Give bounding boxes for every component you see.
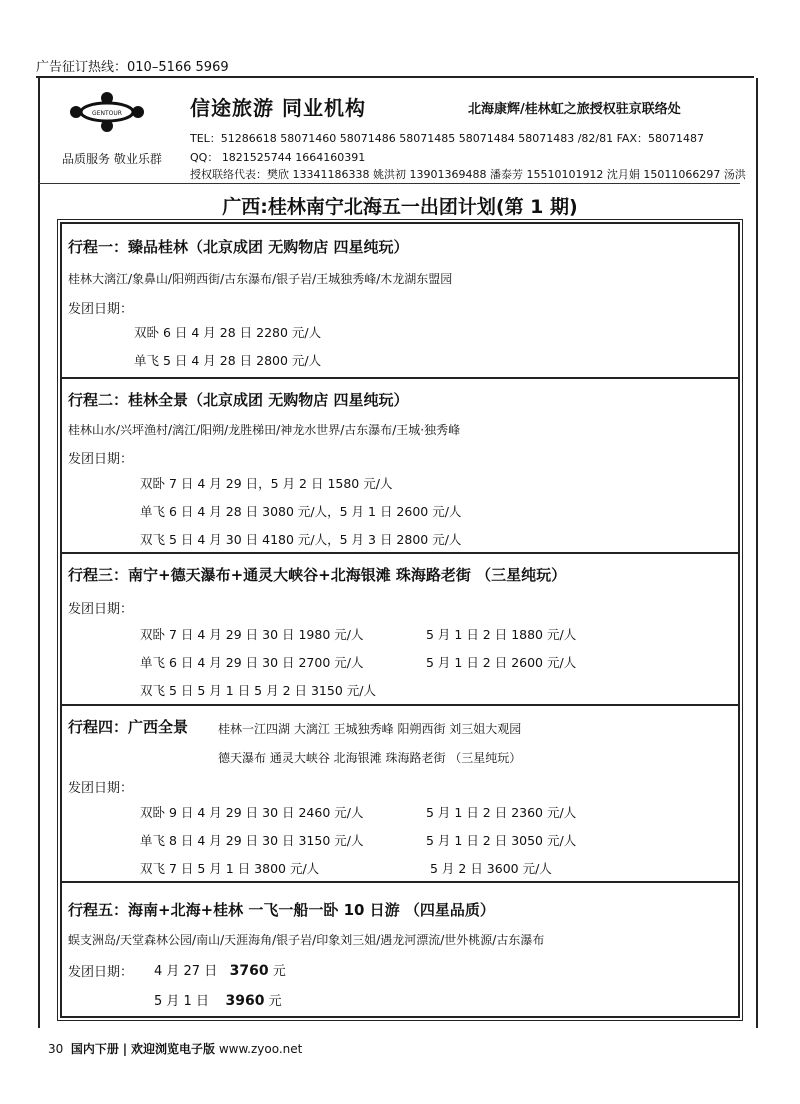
header-rule bbox=[38, 183, 740, 184]
date-row: 双卧 9 日 4 月 29 日 30 日 2460 元/人 bbox=[140, 805, 364, 820]
date-row-alt: 5 月 1 日 2 日 3050 元/人 bbox=[426, 833, 577, 848]
itinerary-heading: 行程二：桂林全景（北京成团 无购物店 四星纯玩） bbox=[68, 391, 409, 409]
itinerary-5 bbox=[62, 883, 738, 1013]
date-row: 单飞 5 日 4 月 28 日 2800 元/人 bbox=[134, 353, 322, 368]
itinerary-1 bbox=[62, 224, 738, 376]
footer bbox=[48, 1040, 302, 1057]
date-row-alt: 5 月 1 日 2 日 2360 元/人 bbox=[426, 805, 577, 820]
price: 3760 bbox=[229, 963, 269, 979]
footer-text: 欢迎浏览电子版 bbox=[130, 1042, 215, 1056]
date-row bbox=[154, 990, 282, 1009]
date-row: 双卧 7 日 4 月 29 日，5 月 2 日 1580 元/人 bbox=[140, 476, 393, 491]
itinerary-box bbox=[60, 222, 740, 1018]
dates-label: 发团日期： bbox=[68, 602, 134, 617]
date-row: 单飞 8 日 4 月 29 日 30 日 3150 元/人 bbox=[140, 833, 364, 848]
date-row: 双卧 7 日 4 月 29 日 30 日 1980 元/人 bbox=[140, 627, 364, 642]
date-row: 单飞 6 日 4 月 28 日 3080 元/人，5 月 1 日 2600 元/人 bbox=[140, 504, 462, 519]
qq-line: QQ： 1821525744 1664160391 bbox=[190, 151, 366, 164]
depart-date: 4 月 27 日 bbox=[154, 964, 218, 979]
office-name: 北海康辉/桂林虹之旅授权驻京联络处 bbox=[468, 102, 681, 117]
itinerary-3 bbox=[62, 554, 738, 702]
date-row bbox=[154, 960, 286, 979]
itinerary-heading: 行程三：南宁+德天瀑布+通灵大峡谷+北海银滩 珠海路老街 （三星纯玩） bbox=[68, 566, 567, 584]
sights-line-2: 德天瀑布 通灵大峡谷 北海银滩 珠海路老街 （三星纯玩） bbox=[218, 751, 522, 765]
price-unit: 元 bbox=[272, 964, 286, 979]
date-row-alt: 5 月 2 日 3600 元/人 bbox=[430, 861, 552, 876]
date-row-alt: 5 月 1 日 2 日 2600 元/人 bbox=[426, 655, 577, 670]
itinerary-heading: 行程一：臻品桂林（北京成团 无购物店 四星纯玩） bbox=[68, 238, 409, 256]
footer-url[interactable]: www.zyoo.net bbox=[218, 1042, 303, 1056]
date-row: 单飞 6 日 4 月 29 日 30 日 2700 元/人 bbox=[140, 655, 364, 670]
dates-label: 发团日期： bbox=[68, 452, 134, 467]
itinerary-2 bbox=[62, 379, 738, 551]
gentour-logo bbox=[66, 90, 148, 134]
logo-text: GENTOUR bbox=[92, 110, 122, 117]
dates-label: 发团日期： bbox=[68, 302, 134, 317]
itinerary-heading: 行程五：海南+北海+桂林 一飞一船一卧 10 日游 （四星品质） bbox=[68, 901, 495, 919]
date-row: 双飞 5 日 5 月 1 日 5 月 2 日 3150 元/人 bbox=[140, 683, 376, 698]
date-row: 双飞 7 日 5 月 1 日 3800 元/人 bbox=[140, 861, 320, 876]
dates-label: 发团日期： bbox=[68, 965, 134, 980]
footer-divider: | bbox=[122, 1042, 128, 1056]
slogan: 品质服务 敬业乐群 bbox=[62, 152, 162, 166]
sights-list: 桂林山水/兴坪渔村/漓江/阳朔/龙胜梯田/神龙水世界/古东瀑布/王城·独秀峰 bbox=[68, 423, 461, 437]
agency-name: 信途旅游 同业机构 bbox=[190, 96, 366, 120]
price-unit: 元 bbox=[268, 994, 282, 1009]
depart-date: 5 月 1 日 bbox=[154, 994, 209, 1009]
dates-label: 发团日期： bbox=[68, 781, 134, 796]
section-name: 国内下册 bbox=[70, 1042, 119, 1056]
date-row-alt: 5 月 1 日 2 日 1880 元/人 bbox=[426, 627, 577, 642]
page-title: 广西:桂林南宁北海五一出团计划(第 1 期) bbox=[222, 196, 578, 218]
sights-list: 桂林大漓江/象鼻山/阳朔西街/古东瀑布/银子岩/王城独秀峰/木龙湖东盟园 bbox=[68, 272, 453, 286]
reps-line: 授权联络代表：樊欣 13341186338 姚洪初 13901369488 潘泰芳 15510101912 沈月娟 15011066297 汤洪 bbox=[190, 168, 746, 181]
page-number: 30 bbox=[48, 1042, 64, 1056]
sights-list: 蜈支洲岛/天堂森林公园/南山/天涯海角/银子岩/印象刘三姐/遇龙河漂流/世外桃源/古东瀑布 bbox=[68, 933, 545, 947]
itinerary-4 bbox=[62, 706, 738, 878]
date-row: 双卧 6 日 4 月 28 日 2280 元/人 bbox=[134, 325, 322, 340]
ad-hotline: 广告征订热线：010–5166 5969 bbox=[36, 60, 229, 75]
itinerary-heading: 行程四：广西全景 bbox=[68, 718, 189, 736]
date-row: 双飞 5 日 4 月 30 日 4180 元/人，5 月 3 日 2800 元/人 bbox=[140, 532, 462, 547]
price: 3960 bbox=[225, 993, 265, 1009]
tel-fax-line: TEL：51286618 58071460 58071486 58071485 58071484 58071483 /82/81 FAX：58071487 bbox=[190, 132, 704, 145]
sights-line-1: 桂林一江四湖 大漓江 王城独秀峰 阳朔西街 刘三姐大观园 bbox=[218, 722, 522, 736]
